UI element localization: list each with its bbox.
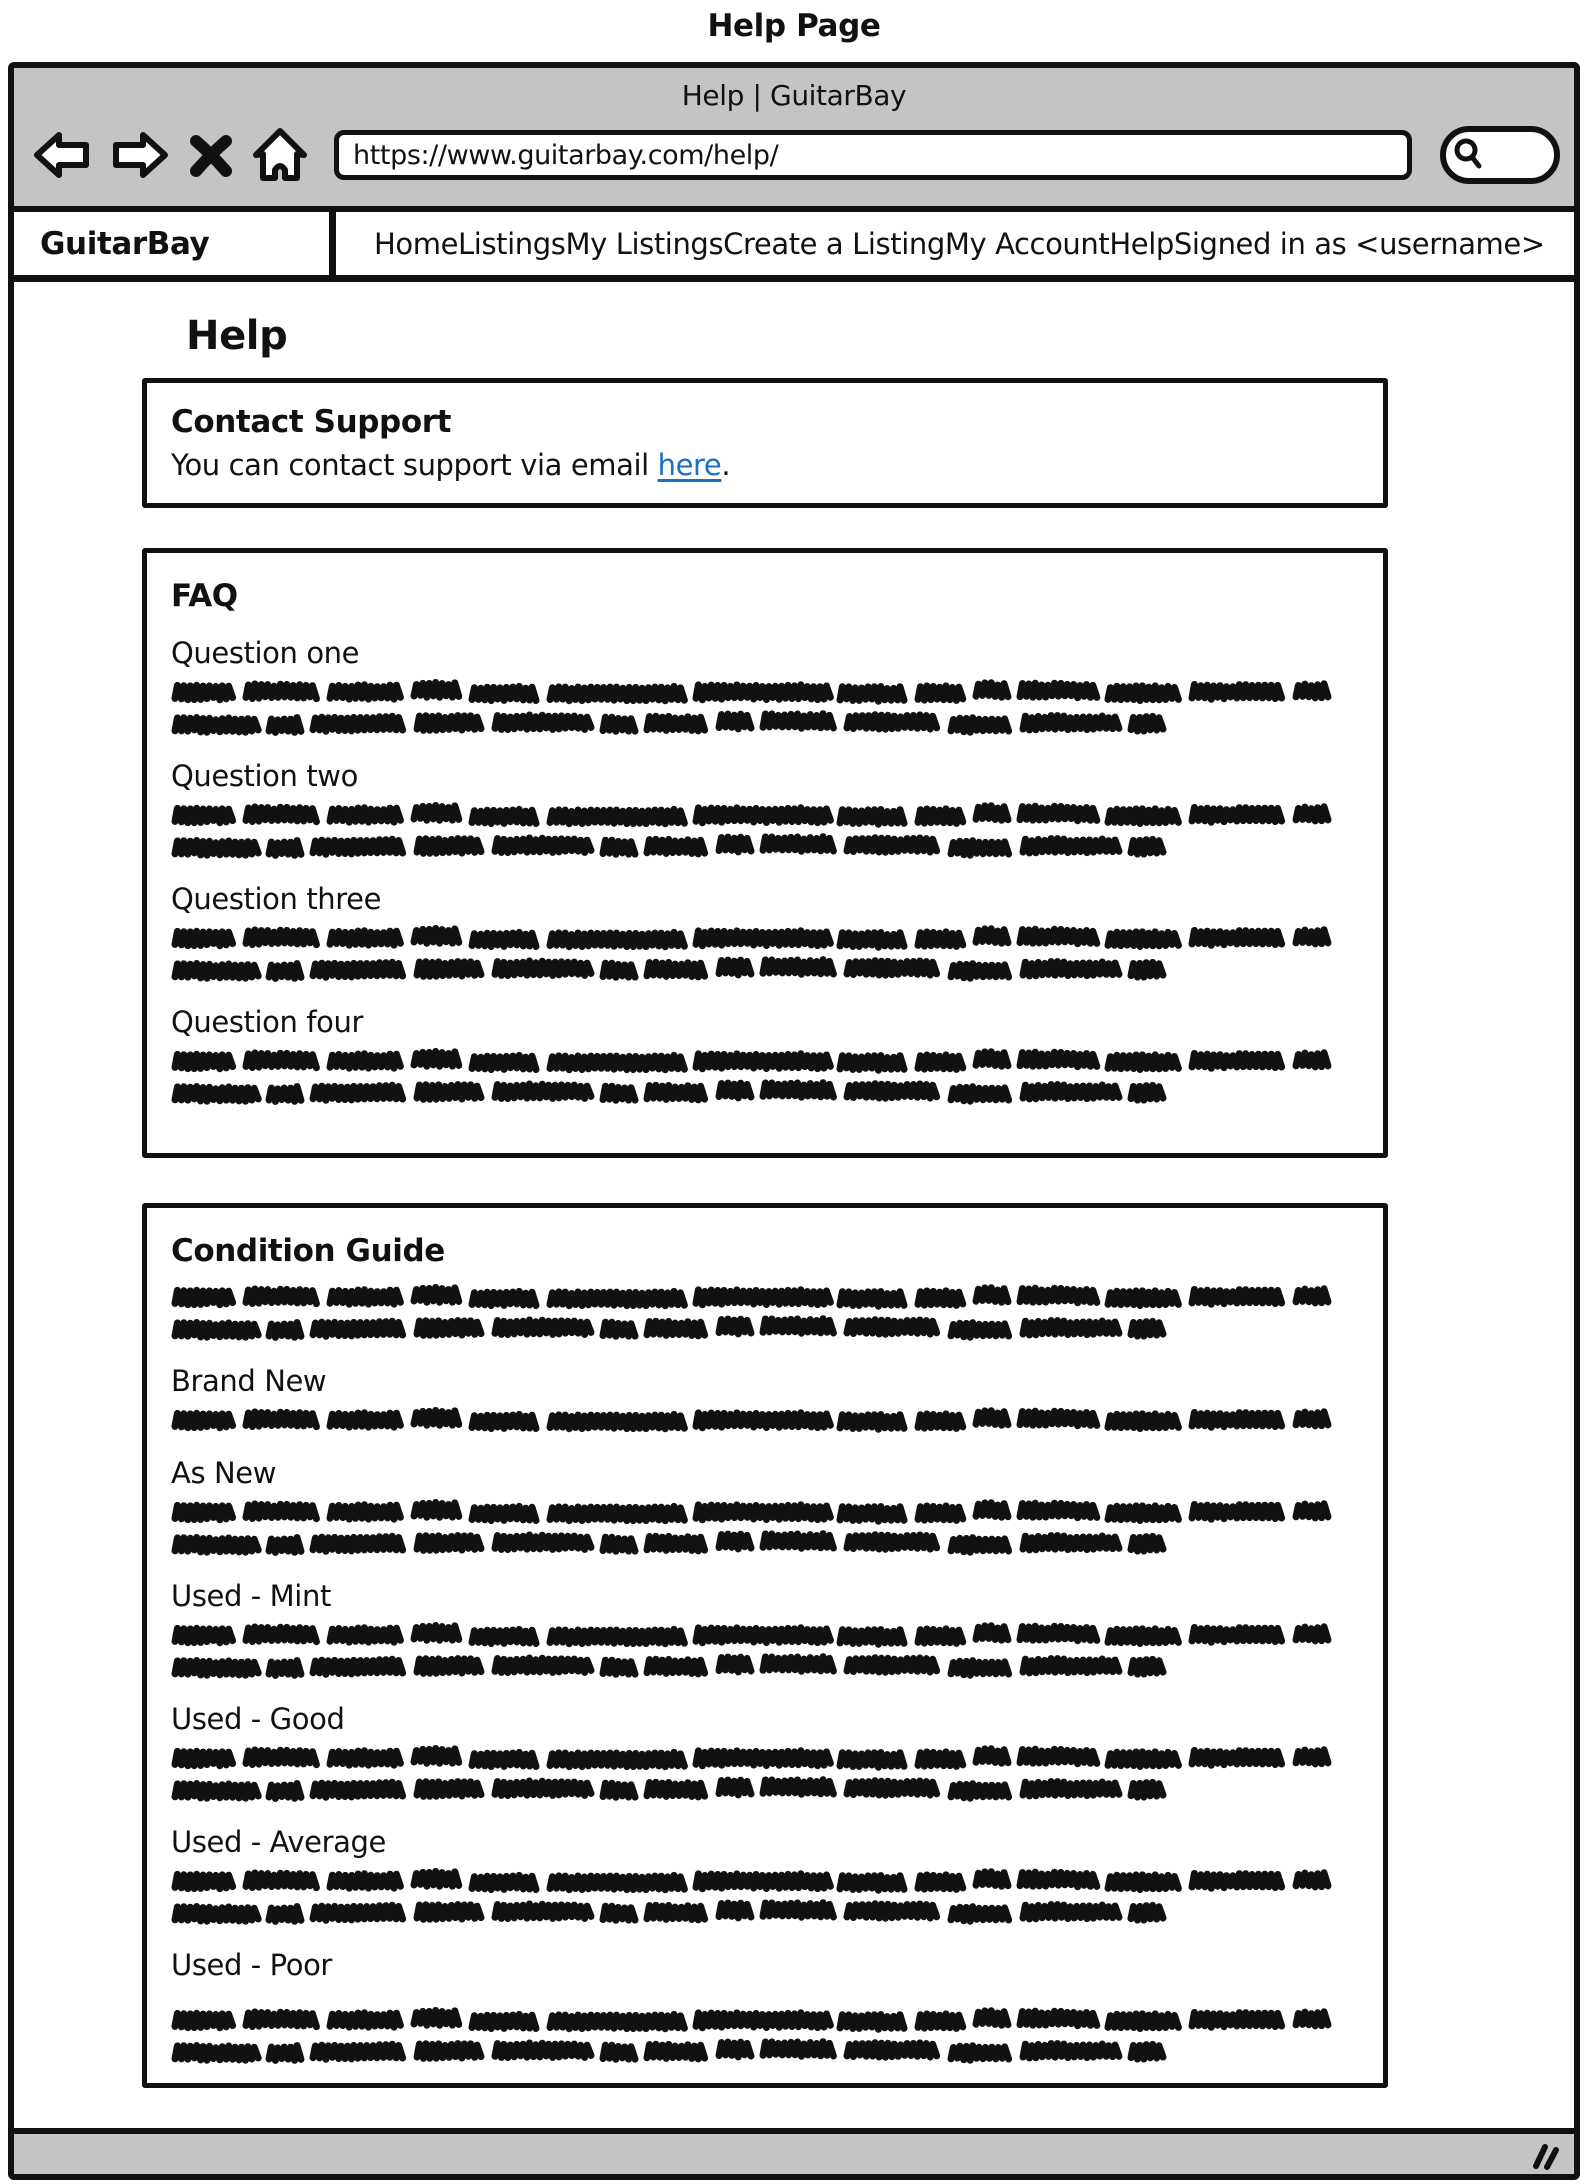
- content-block: [171, 1455, 1359, 1558]
- faq-question-label: Question four: [171, 1005, 363, 1039]
- content-block: [171, 635, 1359, 738]
- page-content: [14, 282, 1574, 2128]
- faq-question-label: Question one: [171, 636, 360, 670]
- scribble-line: [171, 923, 1341, 953]
- placeholder-text: [171, 1743, 1359, 1804]
- page-title: Help Page: [707, 8, 881, 44]
- forward-arrow-icon[interactable]: [110, 129, 170, 181]
- condition-list: [171, 1363, 1359, 2066]
- back-arrow-icon[interactable]: [32, 129, 92, 181]
- condition-label: Brand New: [171, 1364, 327, 1398]
- placeholder-text: [171, 1497, 1359, 1558]
- nav-item-help[interactable]: Help: [1109, 226, 1174, 261]
- scribble-line: [171, 1743, 1341, 1773]
- placeholder-text: [171, 1405, 1359, 1435]
- scribble-line: [171, 1620, 1341, 1650]
- window-title: Help | GuitarBay: [681, 79, 907, 112]
- faq-question-label: Question three: [171, 882, 382, 916]
- condition-label: As New: [171, 1456, 277, 1490]
- nav-item-home[interactable]: Home: [374, 226, 459, 261]
- condition-guide-intro-placeholder: [171, 1282, 1359, 1343]
- scribble-line: [171, 1651, 1341, 1681]
- scribble-line: [171, 1313, 1341, 1343]
- placeholder-text: [171, 2005, 1359, 2066]
- nav-item-create-a-listing[interactable]: Create a Listing: [723, 226, 945, 261]
- condition-guide-panel: [142, 1203, 1388, 2088]
- content-block: [171, 758, 1359, 861]
- scribble-line: [171, 1282, 1341, 1312]
- condition-guide-title: Condition Guide: [171, 1233, 445, 1269]
- placeholder-text: [171, 677, 1359, 738]
- browser-chrome-header: [14, 68, 1574, 212]
- scribble-line: [171, 831, 1341, 861]
- placeholder-text: [171, 800, 1359, 861]
- condition-label: Used - Mint: [171, 1579, 331, 1613]
- faq-question-label: Question two: [171, 759, 358, 793]
- contact-body-suffix: .: [721, 448, 731, 482]
- content-block: [171, 1004, 1359, 1107]
- nav-item-listings[interactable]: Listings: [458, 226, 566, 261]
- home-icon[interactable]: [252, 127, 308, 183]
- scribble-line: [171, 2036, 1341, 2066]
- content-block: [171, 1701, 1359, 1804]
- scribble-line: [171, 1046, 1341, 1076]
- browser-toolbar: [14, 118, 1574, 192]
- faq-title: FAQ: [171, 578, 238, 614]
- content-block: [171, 881, 1359, 984]
- scribble-line: [171, 954, 1341, 984]
- close-icon[interactable]: [188, 129, 234, 181]
- site-navbar: [14, 212, 1574, 282]
- faq-question-list: [171, 635, 1359, 1107]
- search-field[interactable]: [1440, 126, 1560, 184]
- content-block: [171, 1363, 1359, 1435]
- content-block: [171, 1578, 1359, 1681]
- help-page-heading: Help: [186, 313, 288, 359]
- scribble-line: [171, 1405, 1341, 1435]
- nav-menu: [336, 212, 1580, 275]
- content-block: [171, 1824, 1359, 1927]
- nav-item-my-account[interactable]: My Account: [944, 226, 1110, 261]
- contact-body-prefix: You can contact support via email: [171, 448, 658, 482]
- scribble-line: [171, 677, 1341, 707]
- scribble-line: [171, 1897, 1341, 1927]
- nav-item-signed-in-as-username[interactable]: Signed in as <username>: [1173, 226, 1545, 261]
- scribble-line: [171, 800, 1341, 830]
- contact-support-panel: [142, 378, 1388, 508]
- scribble-line: [171, 1774, 1341, 1804]
- faq-panel: [142, 548, 1388, 1158]
- scribble-line: [171, 1497, 1341, 1527]
- condition-label: Used - Good: [171, 1702, 345, 1736]
- content-block: [171, 1947, 1359, 2066]
- contact-support-body: [171, 447, 1359, 483]
- scribble-line: [171, 1866, 1341, 1896]
- contact-support-title: Contact Support: [171, 404, 452, 440]
- window-bottom-bar: [14, 2128, 1574, 2174]
- placeholder-text: [171, 1046, 1359, 1107]
- placeholder-text: [171, 923, 1359, 984]
- scribble-line: [171, 1077, 1341, 1107]
- scribble-line: [171, 708, 1341, 738]
- placeholder-text: [171, 1866, 1359, 1927]
- contact-support-link[interactable]: here: [657, 448, 722, 482]
- resize-handle-icon[interactable]: [1532, 2142, 1562, 2170]
- url-bar[interactable]: https://www.guitarbay.com/help/: [334, 130, 1412, 180]
- condition-label: Used - Poor: [171, 1948, 332, 1982]
- scribble-line: [171, 1528, 1341, 1558]
- placeholder-text: [171, 1620, 1359, 1681]
- scribble-line: [171, 2005, 1341, 2035]
- nav-item-my-listings[interactable]: My Listings: [565, 226, 724, 261]
- brand-logo[interactable]: GuitarBay: [14, 212, 336, 275]
- condition-label: Used - Average: [171, 1825, 386, 1859]
- search-icon: [1453, 137, 1487, 173]
- browser-window: [8, 62, 1580, 2180]
